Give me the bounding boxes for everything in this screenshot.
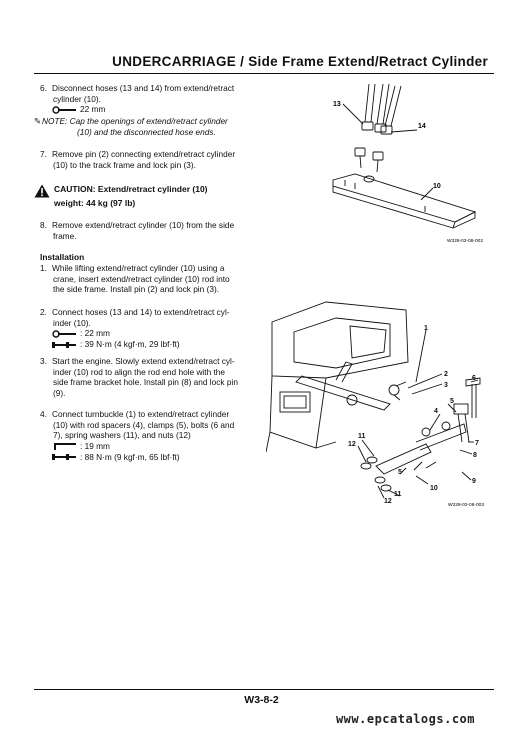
caution-weight: weight: 44 kg (97 lb) xyxy=(54,198,136,208)
figure-hose-removal xyxy=(325,82,485,247)
step-text: Connect turnbuckle (1) to extend/retract cylinder xyxy=(52,409,230,419)
step-text: 7), spring washers (11), and nuts (12) xyxy=(53,430,191,441)
wrench-icon xyxy=(52,330,78,338)
step-number: 2. xyxy=(40,307,47,317)
step-7 xyxy=(40,149,254,170)
step-text: Start the engine. Slowly extend extend/retract cyl- xyxy=(52,356,235,366)
label-1: 1 xyxy=(424,325,428,332)
spec-value: : 88 N·m (9 kgf·m, 65 lbf·ft) xyxy=(80,451,180,462)
note-label: NOTE: xyxy=(41,116,68,126)
spec-value: : 39 N·m (4 kgf·m, 29 lbf·ft) xyxy=(80,339,180,350)
step-text: frame. xyxy=(53,230,77,241)
label-12b: 12 xyxy=(384,498,392,505)
note-block xyxy=(34,116,254,137)
figure-code: W328-03-08-002 xyxy=(447,239,483,244)
step-number: 4. xyxy=(40,409,47,419)
label-11: 11 xyxy=(358,433,366,440)
step-number: 8. xyxy=(40,220,47,230)
step-text: Remove pin (2) connecting extend/retract cylinder xyxy=(52,149,236,159)
label-4: 4 xyxy=(434,408,438,415)
step-number: 7. xyxy=(40,149,47,159)
step-text: cylinder (10). xyxy=(53,93,101,104)
step-text: Connect hoses (13 and 14) to extend/retract cyl- xyxy=(52,307,230,317)
watermark-text[interactable]: www.epcatalogs.com xyxy=(335,712,475,726)
caution-text: CAUTION: Extend/retract cylinder (10) xyxy=(54,184,208,194)
pencil-icon: ✎ xyxy=(34,116,41,126)
label-3: 3 xyxy=(444,382,448,389)
step-number: 1. xyxy=(40,263,47,273)
label-11b: 11 xyxy=(394,491,402,498)
install-step-4 xyxy=(40,409,254,463)
step-text: Disconnect hoses (13 and 14) from extend/retract xyxy=(52,83,235,93)
step-8 xyxy=(40,220,254,241)
install-step-1 xyxy=(40,263,254,295)
step-6 xyxy=(40,83,254,115)
torque-spec xyxy=(40,452,254,463)
install-step-3 xyxy=(40,356,254,398)
torque-spec xyxy=(40,339,254,350)
step-text: crane, insert extend/retract cylinder (10) rod into xyxy=(53,273,230,284)
figure-turnbuckle-install xyxy=(266,292,492,510)
step-text: (10) with rod spacers (4), clamps (5), bolts (6 and xyxy=(53,419,235,430)
wrench-spec xyxy=(40,328,254,339)
footer-rule xyxy=(34,689,494,690)
label-5: 5 xyxy=(450,398,454,405)
spec-value: : 19 mm xyxy=(80,440,110,451)
figure-code: W328-03-08-003 xyxy=(448,503,484,508)
step-text: the side frame. Install pin (2) and lock pin (3). xyxy=(53,284,220,295)
wrench-spec xyxy=(40,104,254,115)
spec-value: : 22 mm xyxy=(80,328,110,339)
wrench-icon xyxy=(52,106,78,114)
box-wrench-icon xyxy=(52,442,78,450)
torque-wrench-icon xyxy=(52,453,78,461)
step-text: (10) to the track frame and lock pin (3). xyxy=(53,159,196,170)
header-rule xyxy=(34,73,494,74)
step-text: side frame bracket hole. Install pin (8) and lock pin xyxy=(53,377,238,388)
step-text: (9). xyxy=(53,387,66,398)
label-2: 2 xyxy=(444,371,448,378)
caution-block xyxy=(34,184,254,209)
page-number: W3-8-2 xyxy=(244,694,279,706)
note-text: Cap the openings of extend/retract cylinder xyxy=(69,116,228,126)
spec-value: 22 mm xyxy=(80,104,106,115)
page-title: UNDERCARRIAGE / Side Frame Extend/Retract Cylinder xyxy=(112,54,488,69)
section-heading: Installation xyxy=(40,252,85,262)
label-10: 10 xyxy=(433,183,441,190)
label-12: 12 xyxy=(348,441,356,448)
install-step-2 xyxy=(40,307,254,350)
step-number: 6. xyxy=(40,83,47,93)
label-5b: 5 xyxy=(398,469,402,476)
step-text: inder (10). xyxy=(53,317,91,328)
step-number: 3. xyxy=(40,356,47,366)
step-text: inder (10) rod to align the rod end hole with the xyxy=(53,366,226,377)
label-10: 10 xyxy=(430,485,438,492)
warning-icon xyxy=(34,184,50,198)
label-14: 14 xyxy=(418,123,426,130)
label-7: 7 xyxy=(475,440,479,447)
label-9: 9 xyxy=(472,478,476,485)
step-text: While lifting extend/retract cylinder (10) using a xyxy=(52,263,225,273)
note-text: (10) and the disconnected hose ends. xyxy=(77,126,216,137)
label-8: 8 xyxy=(473,452,477,459)
label-13: 13 xyxy=(333,101,341,108)
torque-wrench-icon xyxy=(52,341,78,349)
label-6: 6 xyxy=(472,375,476,382)
step-text: Remove extend/retract cylinder (10) from the side xyxy=(52,220,235,230)
wrench-spec xyxy=(40,441,254,452)
